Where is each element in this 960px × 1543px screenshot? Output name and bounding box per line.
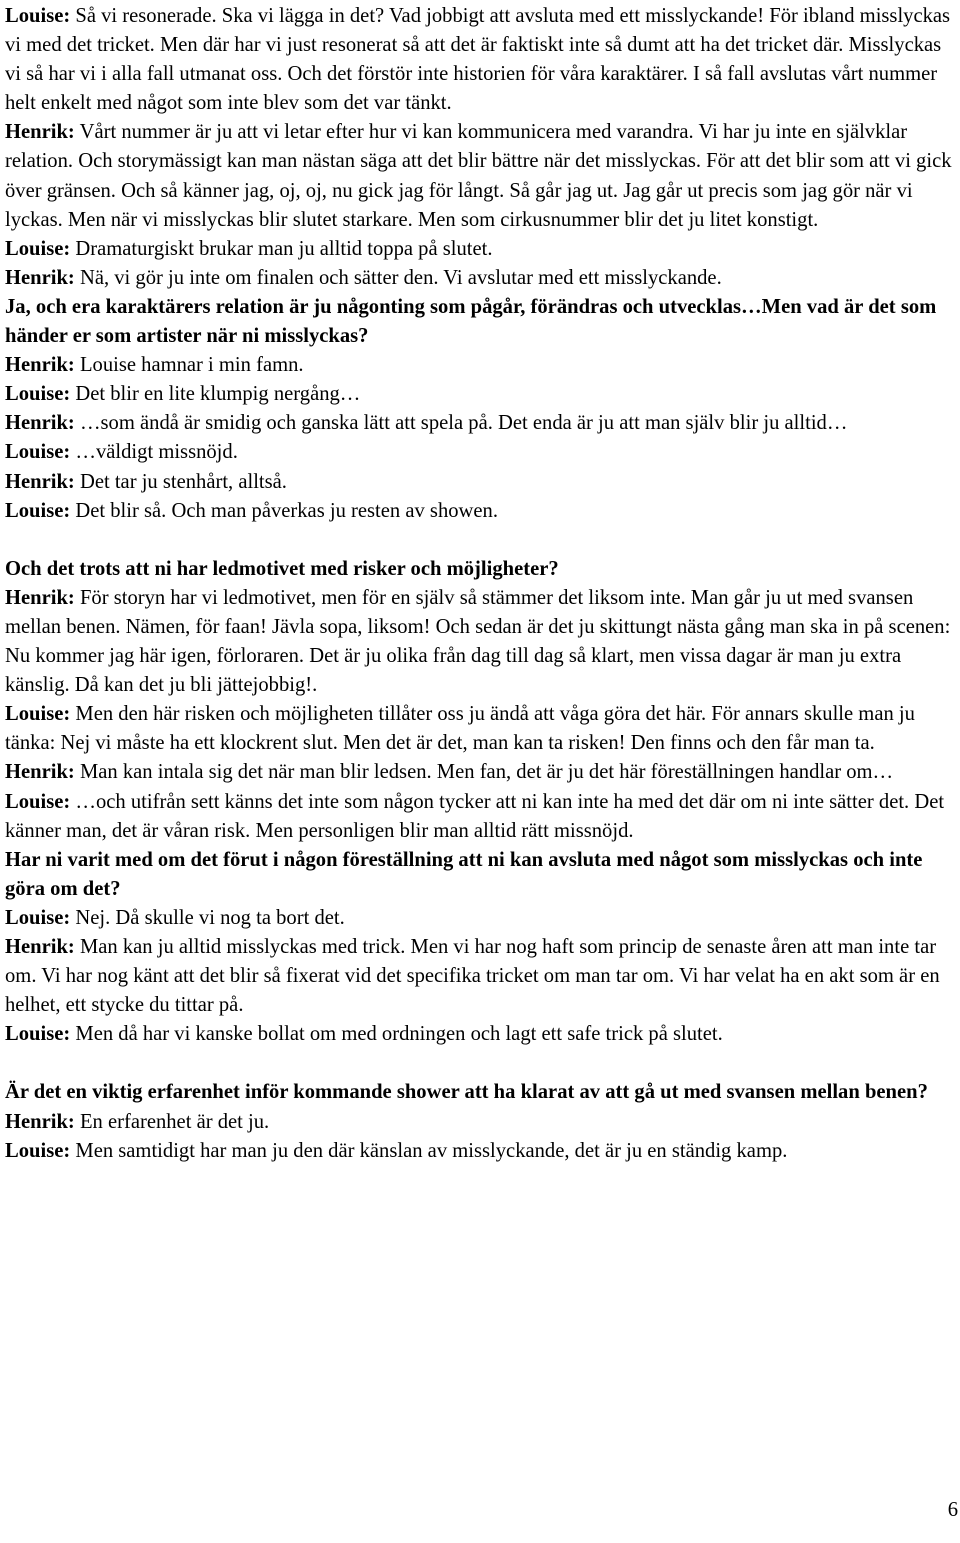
interview-answer [5, 118, 960, 234]
question-text: Ja, och era karaktärers relation är ju någonting som pågår, förändras och utvecklas…Men vad är det som händer er som artister när ni misslyckas? [5, 295, 937, 348]
speaker-label: Louise: [5, 703, 71, 726]
speaker-label: Henrik: [5, 936, 75, 958]
speaker-label: Henrik: [5, 354, 75, 377]
utterance-text: Det tar ju stenhårt, alltså. [74, 470, 287, 493]
document-body [5, 2, 960, 1166]
interview-answer [5, 1020, 960, 1049]
utterance-text: …väldigt missnöjd. [70, 441, 238, 464]
utterance-text: För storyn har vi ledmotivet, men för en själv så stämmer det liksom inte. Man går ju ut med svansen mellan benen. Nämen, för faan! Jävla sopa, liksom! Och sedan är det ju skittungt nästa gång man ska in på scenen: Nu kommer jag här igen, förloraren. Det är ju olika från dag till dag så klart, men vissa dagar är man ju extra känslig. Då kan det ju bli jättejobbig!. [5, 586, 951, 697]
utterance-text: Det blir så. Och man påverkas ju resten av showen. [70, 499, 498, 522]
paragraph-gap [5, 526, 960, 555]
interview-question [5, 555, 960, 584]
utterance-text: Dramaturgiskt brukar man ju alltid toppa på slutet. [70, 237, 493, 260]
interview-answer [5, 584, 960, 700]
utterance-text: Så vi resonerade. Ska vi lägga in det? Vad jobbigt att avsluta med ett misslyckande! För ibland misslyckas vi med det tricket. Men där har vi just resonerat så att det är faktiskt inte så dumt att ha det tricket där. Misslyckas vi så har vi i alla fall utmanat oss. Och det förstör inte historien för våra karaktärer. I så fall avslutas vårt nummer helt enkelt med något som inte blev som det var tänkt. [5, 5, 951, 115]
speaker-label: Louise: [5, 383, 71, 406]
question-text: Är det en viktig erfarenhet inför kommande shower att ha klarat av att gå ut med svansen mellan benen? [5, 1081, 928, 1104]
interview-answer [5, 933, 960, 1020]
utterance-text: Nej. Då skulle vi nog ta bort det. [70, 906, 345, 929]
interview-answer [5, 380, 960, 409]
utterance-text: …som ändå är smidig och ganska lätt att spela på. Det enda är ju att man själv blir ju alltid… [74, 412, 848, 435]
speaker-label: Louise: [5, 441, 71, 464]
utterance-text: Men då har vi kanske bollat om med ordningen och lagt ett safe trick på slutet. [70, 1023, 723, 1046]
utterance-text: Men den här risken och möjligheten tillåter oss ju ändå att våga göra det här. För annars skulle man ju tänka: Nej vi måste ha ett klockrent slut. Men det är det, man kan ta risken! Den finns och den får man ta. [5, 703, 915, 755]
interview-answer [5, 235, 960, 264]
utterance-text: Nä, vi gör ju inte om finalen och sätter den. Vi avslutar med ett misslyckande. [74, 266, 722, 289]
utterance-text: En erfarenhet är det ju. [74, 1110, 270, 1133]
speaker-label: Louise: [5, 906, 71, 929]
interview-answer [5, 700, 960, 758]
interview-answer [5, 264, 960, 293]
interview-answer [5, 1108, 960, 1137]
interview-answer [5, 438, 960, 467]
interview-answer [5, 2, 960, 118]
utterance-text: …och utifrån sett känns det inte som någon tycker att ni kan inte ha med det där om ni inte sätter det. Det känner man, det är våran risk. Men personligen blir man alltid rätt missnöjd. [5, 790, 945, 842]
speaker-label: Henrik: [5, 412, 75, 435]
interview-answer [5, 409, 960, 438]
speaker-label: Louise: [5, 499, 71, 522]
speaker-label: Louise: [5, 237, 71, 260]
speaker-label: Henrik: [5, 586, 75, 609]
interview-answer [5, 1137, 960, 1166]
speaker-label: Henrik: [5, 470, 75, 493]
speaker-label: Louise: [5, 1023, 71, 1046]
speaker-label: Henrik: [5, 761, 75, 784]
question-text: Har ni varit med om det förut i någon föreställning att ni kan avsluta med något som misslyckas och inte göra om det? [5, 848, 923, 900]
speaker-label: Henrik: [5, 121, 75, 144]
utterance-text: Det blir en lite klumpig nergång… [70, 383, 361, 406]
interview-answer [5, 788, 960, 846]
interview-question [5, 1078, 960, 1107]
utterance-text: Man kan intala sig det när man blir ledsen. Men fan, det är ju det här föreställningen handlar om… [74, 761, 894, 784]
question-text: Och det trots att ni har ledmotivet med risker och möjligheter? [5, 557, 559, 580]
interview-answer [5, 497, 960, 526]
interview-answer [5, 758, 960, 787]
interview-answer [5, 468, 960, 497]
speaker-label: Henrik: [5, 266, 75, 289]
speaker-label: Henrik: [5, 1110, 75, 1133]
interview-answer [5, 351, 960, 380]
interview-question [5, 293, 960, 351]
utterance-text: Vårt nummer är ju att vi letar efter hur vi kan kommunicera med varandra. Vi har ju inte en självklar relation. Och storymässigt kan man nästan säga att det blir bättre när det misslyckas. För att det blir som att vi gick över gränsen. Och så känner jag, oj, oj, nu gick jag för långt. Så går jag ut. Jag går ut precis som jag gör när vi lyckas. Men när vi misslyckas blir slutet starkare. Men som cirkusnummer blir det ju litet konstigt. [5, 121, 952, 231]
speaker-label: Louise: [5, 790, 71, 813]
interview-answer [5, 904, 960, 933]
interview-question [5, 846, 960, 904]
page-number: 6 [947, 1499, 958, 1521]
utterance-text: Man kan ju alltid misslyckas med trick. Men vi har nog haft som princip de senaste åren att man inte tar om. Vi har nog känt att det blir så fixerat vid det specifika tricket om man tar om. Vi har velat ha en akt som är en helhet, ett stycke du tittar på. [5, 936, 940, 1017]
utterance-text: Men samtidigt har man ju den där känslan av misslyckande, det är ju en ständig kamp. [70, 1139, 788, 1162]
paragraph-gap [5, 1049, 960, 1078]
speaker-label: Louise: [5, 1139, 71, 1162]
speaker-label: Louise: [5, 5, 71, 27]
utterance-text: Louise hamnar i min famn. [74, 354, 304, 377]
